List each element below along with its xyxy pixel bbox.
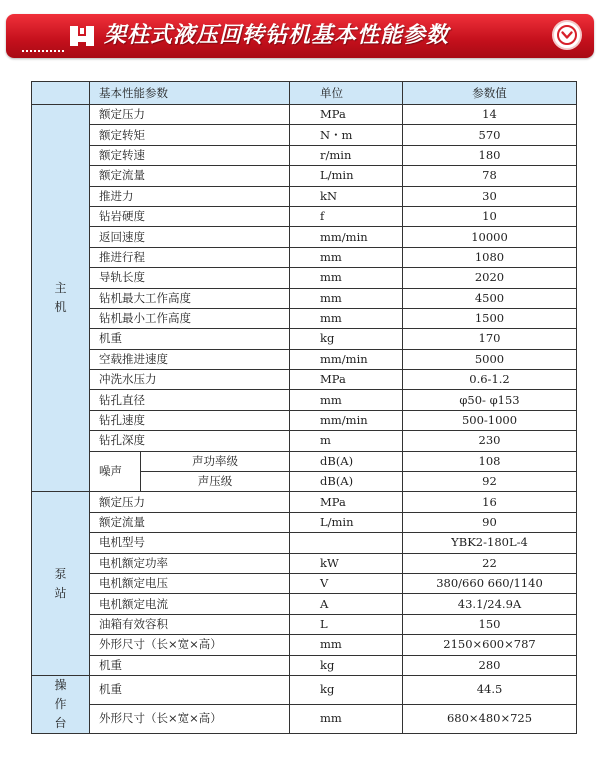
param-name: 机重 [90, 655, 290, 675]
table-row [32, 512, 577, 532]
param-name: 钻孔直径 [90, 390, 290, 410]
param-value: 0.6-1.2 [403, 370, 577, 390]
param-name: 推进行程 [90, 247, 290, 267]
param-unit: kN [290, 186, 403, 206]
table-row [32, 329, 577, 349]
group-char: 台 [54, 715, 67, 730]
param-name: 推进力 [90, 186, 290, 206]
param-value: 2020 [403, 268, 577, 288]
param-value: 170 [403, 329, 577, 349]
param-unit: kg [290, 655, 403, 675]
table-row [32, 594, 577, 614]
param-unit: L/min [290, 166, 403, 186]
group-char: 站 [54, 585, 67, 600]
param-name: 机重 [90, 329, 290, 349]
param-unit: f [290, 206, 403, 226]
table-row [32, 675, 577, 704]
group-char: 机 [54, 300, 67, 315]
param-unit [290, 533, 403, 553]
console-group-label [32, 675, 90, 733]
param-value: 1500 [403, 308, 577, 328]
param-unit: r/min [290, 145, 403, 165]
param-unit: m [290, 431, 403, 451]
noise-label: 噪声 [90, 451, 141, 492]
param-unit: mm [290, 704, 403, 733]
param-unit: MPa [290, 370, 403, 390]
dotted-line-decoration [22, 50, 66, 52]
param-unit: MPa [290, 492, 403, 512]
table-row [32, 390, 577, 410]
param-value: 108 [403, 451, 577, 471]
table-row [32, 247, 577, 267]
spec-table [31, 81, 577, 734]
param-unit: MPa [290, 105, 403, 125]
param-value: 92 [403, 472, 577, 492]
main-group-label [32, 105, 90, 492]
title-banner [6, 14, 594, 58]
param-value: 22 [403, 553, 577, 573]
param-value: 680×480×725 [403, 704, 577, 733]
param-value: 280 [403, 655, 577, 675]
param-name: 返回速度 [90, 227, 290, 247]
noise-param-name: 声功率级 [141, 451, 290, 471]
param-name: 机重 [90, 675, 290, 704]
table-row [32, 308, 577, 328]
param-value: 14 [403, 105, 577, 125]
param-unit: L/min [290, 512, 403, 532]
param-name: 钻孔深度 [90, 431, 290, 451]
column-header-unit: 单位 [290, 82, 403, 105]
table-row [32, 349, 577, 369]
group-char: 作 [54, 696, 67, 711]
param-name: 空载推进速度 [90, 349, 290, 369]
param-name: 钻孔速度 [90, 410, 290, 430]
noise-param-name: 声压级 [141, 472, 290, 492]
table-header-row [32, 82, 577, 105]
table-row [32, 655, 577, 675]
param-name: 电机额定电压 [90, 573, 290, 593]
param-value: 150 [403, 614, 577, 634]
param-unit: mm/min [290, 349, 403, 369]
chevron-down-icon [557, 25, 577, 45]
table-row [32, 410, 577, 430]
param-name: 钻机最小工作高度 [90, 308, 290, 328]
param-value: 380/660 660/1140 [403, 573, 577, 593]
param-unit: N・m [290, 125, 403, 145]
param-name: 额定流量 [90, 512, 290, 532]
param-unit: kg [290, 675, 403, 704]
param-unit: kW [290, 553, 403, 573]
column-header-value: 参数值 [403, 82, 577, 105]
param-name: 外形尺寸（长×宽×高） [90, 635, 290, 655]
param-name: 电机额定电流 [90, 594, 290, 614]
table-row [32, 451, 577, 471]
param-value: 570 [403, 125, 577, 145]
table-row [32, 533, 577, 553]
table-row [32, 573, 577, 593]
param-value: 180 [403, 145, 577, 165]
param-unit: mm/min [290, 227, 403, 247]
param-unit: A [290, 594, 403, 614]
param-unit: dB(A) [290, 451, 403, 471]
param-value: 5000 [403, 349, 577, 369]
param-name: 额定压力 [90, 105, 290, 125]
param-name: 电机型号 [90, 533, 290, 553]
param-unit: mm [290, 308, 403, 328]
header-corner [32, 82, 90, 105]
table-row [32, 288, 577, 308]
param-unit: mm [290, 288, 403, 308]
table-row [32, 431, 577, 451]
param-name: 外形尺寸（长×宽×高） [90, 704, 290, 733]
scroll-down-button[interactable] [552, 20, 582, 50]
param-name: 油箱有效容积 [90, 614, 290, 634]
param-unit: dB(A) [290, 472, 403, 492]
pump-group-label [32, 492, 90, 676]
param-value: YBK2-180L-4 [403, 533, 577, 553]
param-name: 钻岩硬度 [90, 206, 290, 226]
param-unit: V [290, 573, 403, 593]
param-unit: L [290, 614, 403, 634]
table-row [32, 166, 577, 186]
param-value: 1080 [403, 247, 577, 267]
column-header-param: 基本性能参数 [90, 82, 290, 105]
table-row [32, 186, 577, 206]
section-header [0, 0, 600, 70]
table-row [32, 206, 577, 226]
table-row [32, 635, 577, 655]
table-row [32, 704, 577, 733]
param-value: 16 [403, 492, 577, 512]
param-name: 钻机最大工作高度 [90, 288, 290, 308]
param-value: φ50- φ153 [403, 390, 577, 410]
table-row [32, 370, 577, 390]
param-value: 230 [403, 431, 577, 451]
param-unit: mm [290, 247, 403, 267]
param-value: 2150×600×787 [403, 635, 577, 655]
param-value: 44.5 [403, 675, 577, 704]
param-name: 额定转矩 [90, 125, 290, 145]
param-unit: kg [290, 329, 403, 349]
param-unit: mm [290, 635, 403, 655]
param-unit: mm [290, 390, 403, 410]
page-title: 架柱式液压回转钻机基本性能参数 [104, 23, 450, 48]
param-name: 额定压力 [90, 492, 290, 512]
table-row [32, 268, 577, 288]
param-value: 30 [403, 186, 577, 206]
param-unit: mm/min [290, 410, 403, 430]
table-row [32, 227, 577, 247]
param-unit: mm [290, 268, 403, 288]
table-row [32, 614, 577, 634]
param-value: 43.1/24.9A [403, 594, 577, 614]
table-row [32, 145, 577, 165]
table-row [32, 492, 577, 512]
param-value: 78 [403, 166, 577, 186]
table-row [32, 125, 577, 145]
param-value: 10 [403, 206, 577, 226]
param-name: 额定转速 [90, 145, 290, 165]
param-name: 导轨长度 [90, 268, 290, 288]
param-value: 500-1000 [403, 410, 577, 430]
table-row [32, 105, 577, 125]
param-name: 额定流量 [90, 166, 290, 186]
table-row [32, 553, 577, 573]
param-value: 10000 [403, 227, 577, 247]
param-value: 90 [403, 512, 577, 532]
group-char: 泵 [54, 566, 67, 581]
brand-logo-icon [68, 22, 96, 50]
param-name: 电机额定功率 [90, 553, 290, 573]
group-char: 操 [54, 677, 67, 692]
group-char: 主 [54, 281, 67, 296]
param-value: 4500 [403, 288, 577, 308]
param-name: 冲洗水压力 [90, 370, 290, 390]
